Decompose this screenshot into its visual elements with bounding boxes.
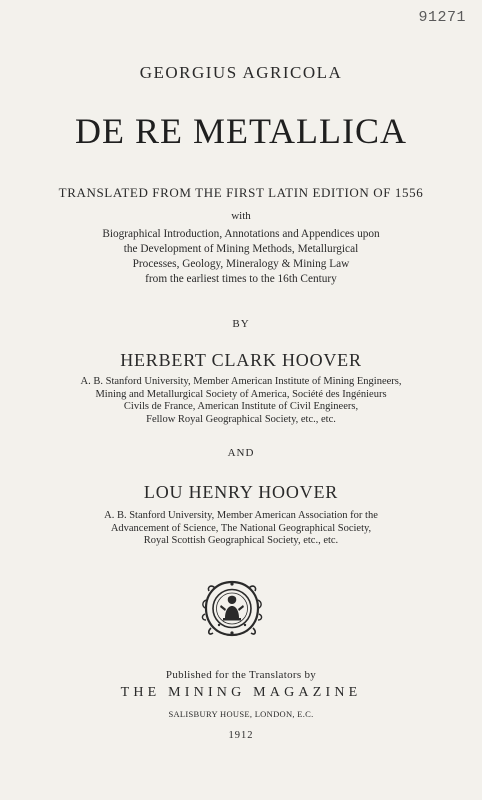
publisher-emblem-icon [201, 578, 263, 640]
published-for-line: Published for the Translators by [165, 669, 317, 681]
credential-line: Civils de France, American Institute of Civil Engineers, [123, 401, 359, 412]
credential-line: Advancement of Science, The National Geographical Society, [110, 522, 372, 534]
credential-line: Mining and Metallurgical Society of America, Société des Ingénieurs [95, 388, 387, 400]
catalog-stamp-number: 91271 [418, 9, 466, 26]
and-label: AND [227, 447, 255, 459]
with-label: with [231, 210, 251, 222]
publisher-address: SALISBURY HOUSE, LONDON, E.C. [168, 709, 314, 719]
translator-1-credentials [0, 376, 482, 426]
credential-line: A. B. Stanford University, Member American Association for the [104, 510, 378, 521]
original-author: GEORGIUS AGRICOLA [139, 63, 343, 82]
publisher-name: THE MINING MAGAZINE [120, 685, 362, 700]
translator-1-name: HERBERT CLARK HOOVER [120, 350, 362, 370]
credential-line: Royal Scottish Geographical Society, etc., etc. [143, 535, 339, 546]
credential-line: A. B. Stanford University, Member American Institute of Mining Engineers, [80, 376, 402, 387]
contents-description [0, 227, 482, 287]
book-title: DE RE METALLICA [74, 111, 408, 151]
translator-2-credentials [0, 510, 482, 548]
credential-line: Fellow Royal Geographical Society, etc., etc. [146, 413, 336, 425]
publication-year: 1912 [228, 730, 254, 741]
translator-2-name: LOU HENRY HOOVER [143, 482, 339, 502]
description-line: from the earliest times to the 16th Century [145, 273, 337, 285]
by-label: BY [232, 318, 250, 330]
translation-note: TRANSLATED FROM THE FIRST LATIN EDITION OF 1556 [58, 185, 424, 200]
description-line: Biographical Introduction, Annotations and Appendices upon [102, 228, 380, 240]
description-line: Processes, Geology, Mineralogy & Mining Law [132, 258, 350, 270]
description-line: the Development of Mining Methods, Metallurgical [123, 243, 359, 255]
